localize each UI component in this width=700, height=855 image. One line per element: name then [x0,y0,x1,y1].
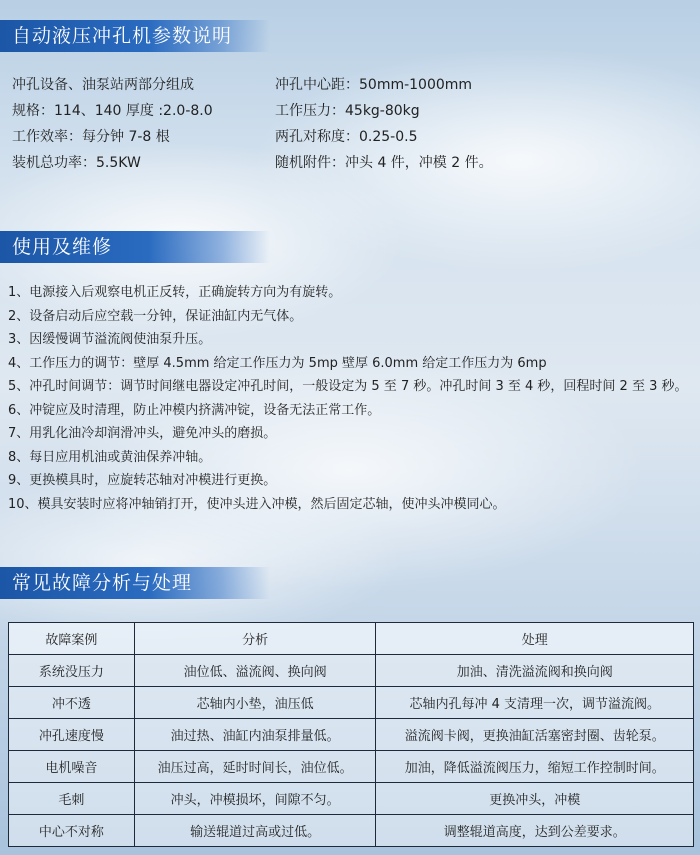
param-text: 冲孔设备、油泵站两部分组成 [12,77,194,93]
usage-item: 9、更换模具时，应旋转芯轴对冲模进行更换。 [8,473,277,488]
param-text: 两孔对称度：0.25-0.5 [275,129,418,145]
table-row [9,719,694,751]
table-cell: 毛刺 [9,783,135,815]
table-cell: 芯轴内孔每冲 4 支清理一次，调节溢流阀。 [376,687,694,719]
fault-table [8,622,694,847]
table-cell: 油过热、油缸内油泵排量低。 [134,719,376,751]
column-header: 处理 [376,623,694,655]
table-cell: 加油，降低溢流阀压力，缩短工作控制时间。 [376,751,694,783]
section-title-params: 自动液压冲孔机参数说明 [0,20,270,52]
table-cell: 调整辊道高度，达到公差要求。 [376,815,694,847]
usage-list [8,281,698,516]
table-row [9,815,694,847]
table-row [9,783,694,815]
table-cell: 冲不透 [9,687,135,719]
table-cell: 输送辊道过高或过低。 [134,815,376,847]
column-header: 故障案例 [9,623,135,655]
table-cell: 电机噪音 [9,751,135,783]
param-text: 冲孔中心距：50mm-1000mm [275,77,473,93]
param-text: 工作压力：45kg-80kg [275,103,420,119]
params-row [12,124,692,150]
usage-item: 7、用乳化油冷却润滑冲头，避免冲头的磨损。 [8,426,277,441]
section-title-usage: 使用及维修 [0,231,270,263]
table-cell: 油位低、溢流阀、换向阀 [134,655,376,687]
table-cell: 溢流阀卡阀，更换油缸活塞密封圈、齿轮泵。 [376,719,694,751]
table-cell: 油压过高，延时时间长，油位低。 [134,751,376,783]
params-row [12,98,692,124]
table-cell: 冲头，冲模损坏，间隙不匀。 [134,783,376,815]
table-cell: 更换冲头，冲模 [376,783,694,815]
section-title-fault: 常见故障分析与处理 [0,567,270,599]
usage-item: 1、电源接入后观察电机正反转，正确旋转方向为有旋转。 [8,285,342,300]
table-row [9,751,694,783]
table-row [9,655,694,687]
usage-item: 8、每日应用机油或黄油保养冲轴。 [8,449,212,465]
table-cell: 加油、清洗溢流阀和换向阀 [376,655,694,687]
usage-item: 3、因缓慢调节溢流阀使油泵升压。 [8,332,212,347]
table-cell: 冲孔速度慢 [9,719,135,751]
usage-item: 5、冲孔时间调节：调节时间继电器设定冲孔时间，一般设定为 5 至 7 秒。冲孔时间 3 至 4 秒，回程时间 2 至 3 秒。 [8,379,688,394]
param-text: 装机总功率：5.5KW [12,155,141,171]
table-cell: 系统没压力 [9,655,135,687]
param-text: 规格：114、140 厚度 :2.0-8.0 [12,103,213,119]
params-row [12,72,692,98]
params-list [12,72,692,176]
usage-item: 2、设备启动后应空载一分钟，保证油缸内无气体。 [8,308,303,324]
table-cell: 芯轴内小垫，油压低 [134,687,376,719]
table-cell: 中心不对称 [9,815,135,847]
param-text: 工作效率：每分钟 7-8 根 [12,129,170,145]
params-row [12,150,692,176]
column-header: 分析 [134,623,376,655]
usage-item: 4、工作压力的调节：壁厚 4.5mm 给定工作压力为 5mp 壁厚 6.0mm 给定工作压力为 6mp [8,355,547,371]
table-row [9,687,694,719]
table-header-row [9,623,694,655]
param-text: 随机附件：冲头 4 件，冲模 2 件。 [275,155,493,171]
usage-item: 10、模具安装时应将冲轴销打开，使冲头进入冲模，然后固定芯轴，使冲头冲模同心。 [8,496,506,512]
usage-item: 6、冲锭应及时清理，防止冲模内挤满冲锭，设备无法正常工作。 [8,402,381,418]
